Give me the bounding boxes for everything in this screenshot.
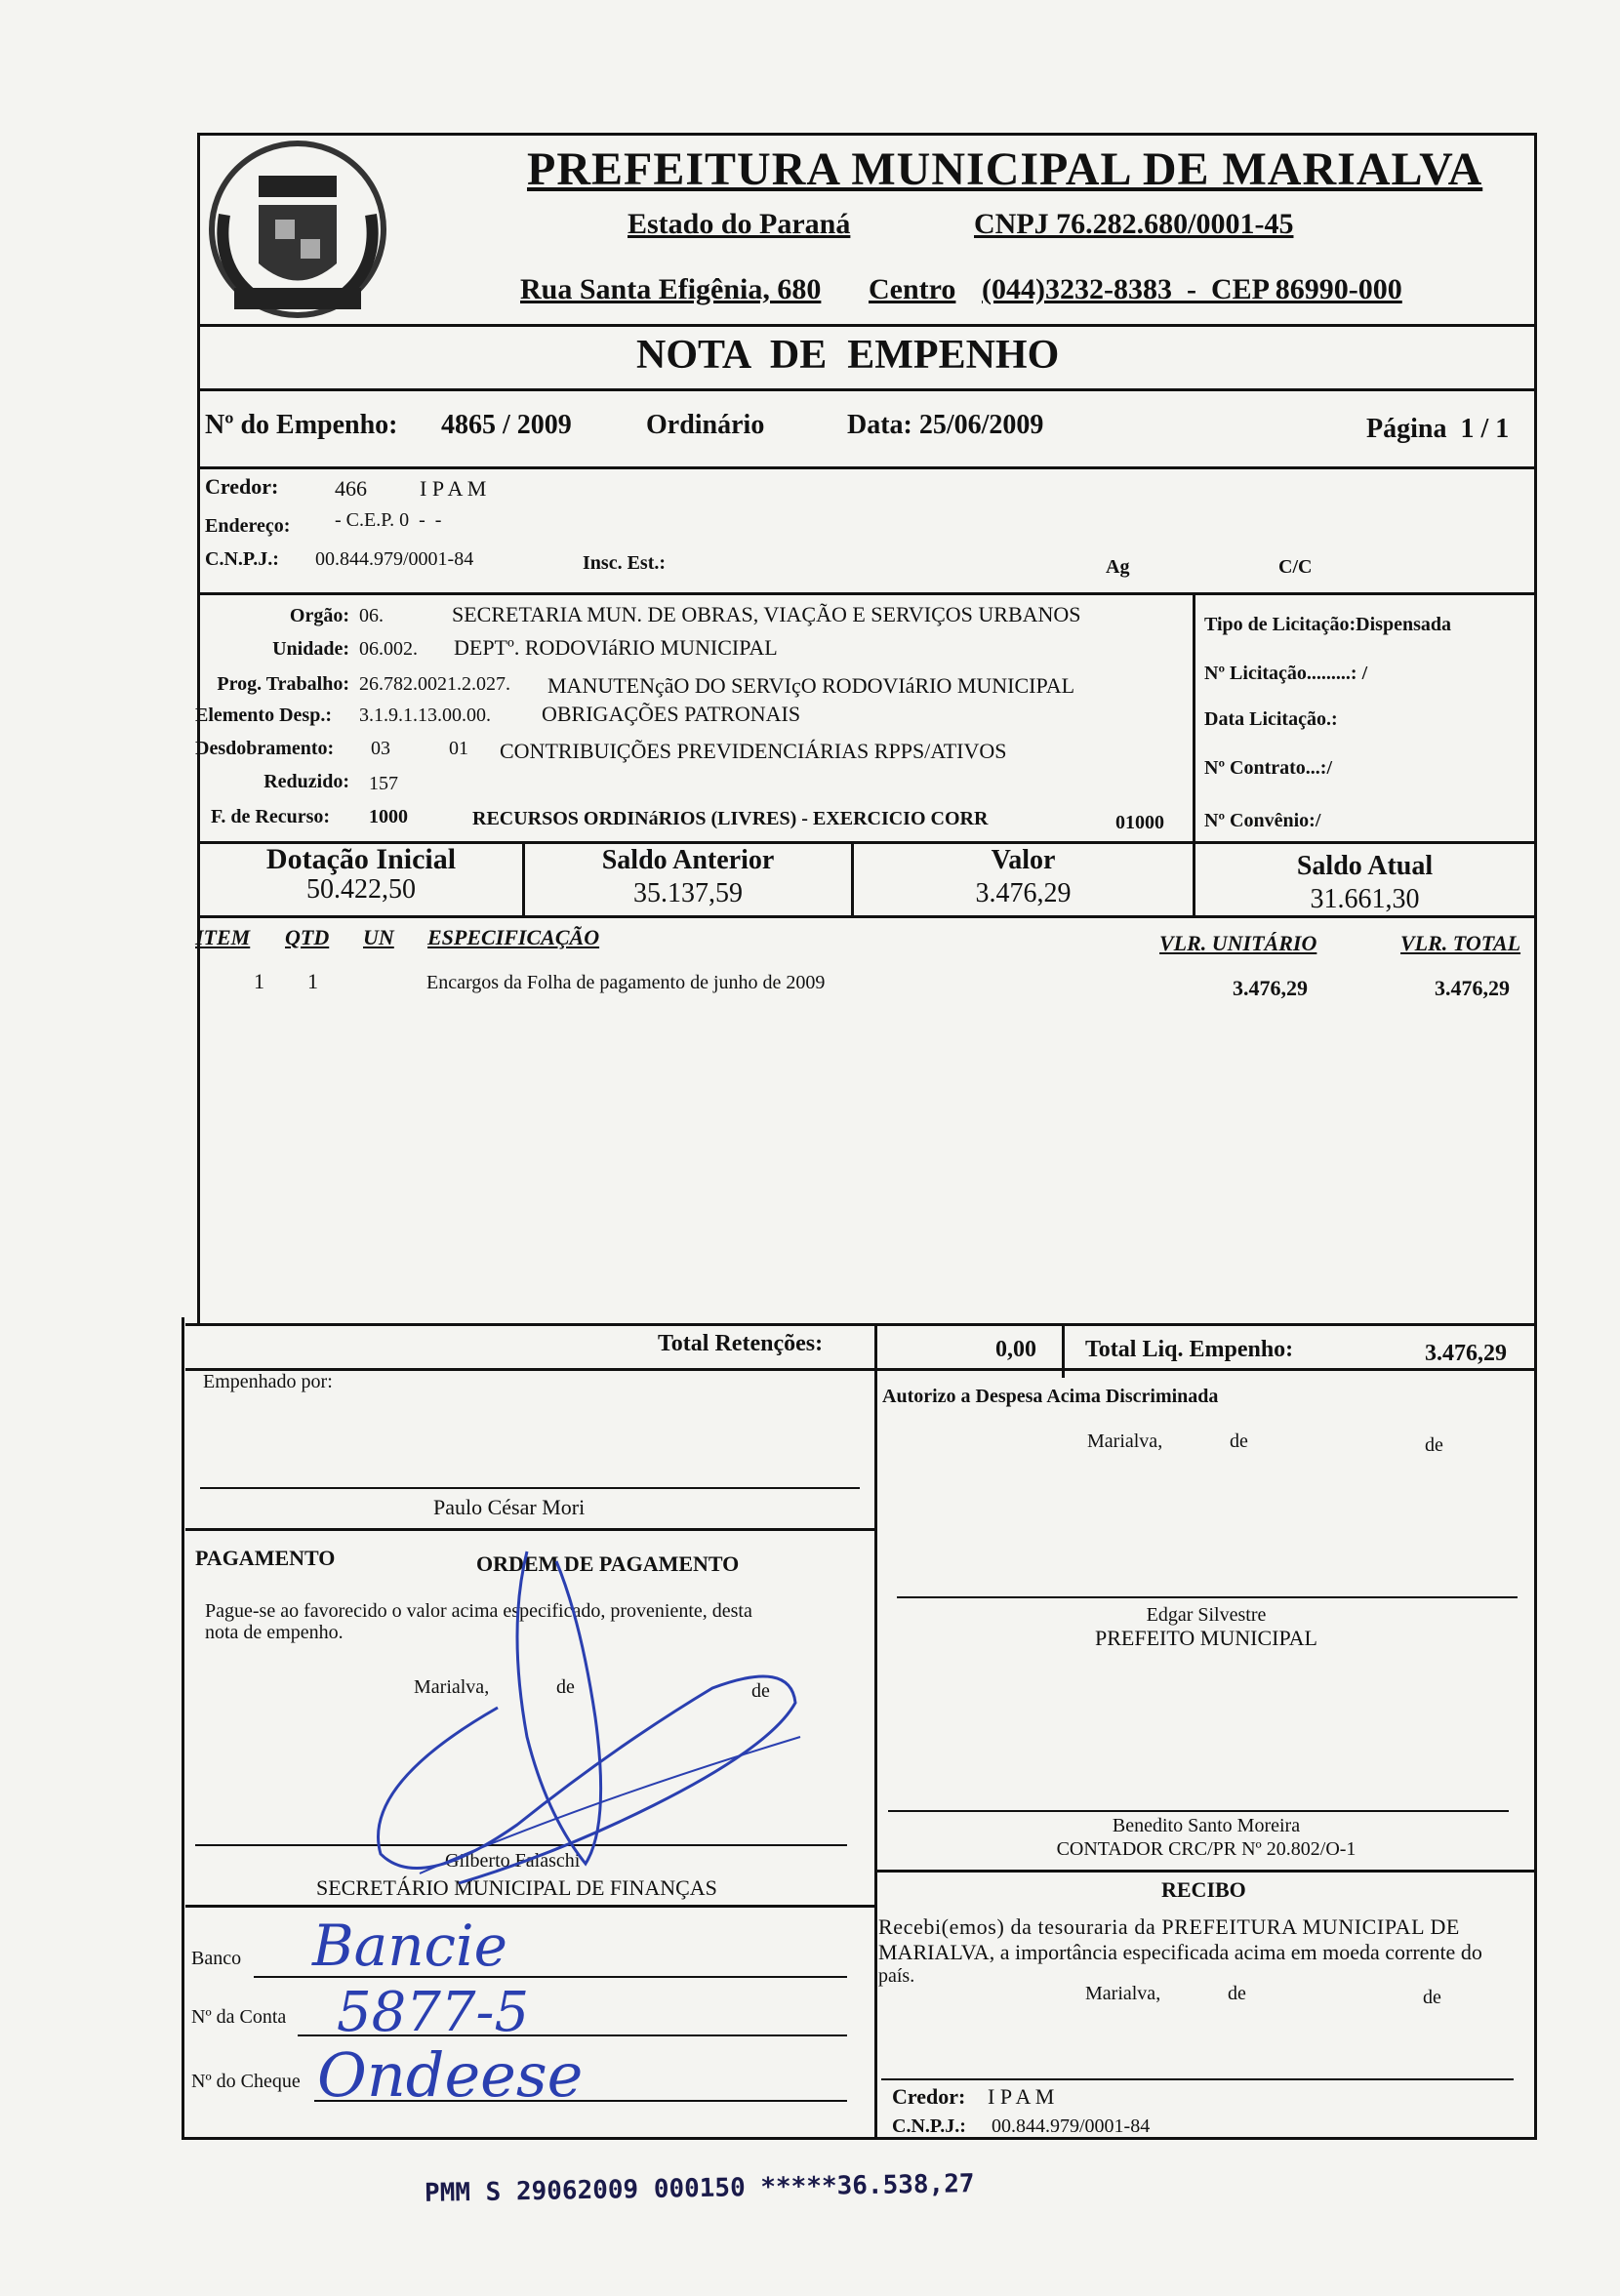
- convenio-numero: Nº Convênio:/: [1204, 810, 1321, 831]
- unidade-desc: DEPTº. RODOVIáRIO MUNICIPAL: [454, 635, 778, 660]
- dotacao-value: 50.422,50: [306, 874, 416, 905]
- licitacao-data: Data Licitação.:: [1204, 708, 1338, 730]
- retencoes-value: 0,00: [995, 1337, 1036, 1362]
- orgao-code: 06.: [359, 605, 384, 626]
- cc-label: C/C: [1278, 556, 1313, 578]
- saldo-anterior-value: 35.137,59: [633, 878, 743, 908]
- prefeitura-phone-cep: (044)3232-8383 - CEP 86990-000: [982, 273, 1402, 305]
- liquido-label: Total Liq. Empenho:: [1085, 1337, 1294, 1362]
- pagamento-label: PAGAMENTO: [195, 1546, 336, 1570]
- endereco-value: - C.E.P. 0 - -: [335, 509, 442, 531]
- recibo-texto-1: Recebi(emos) da tesouraria da PREFEITURA MUNICIPAL DE: [878, 1914, 1460, 1939]
- row-vlr-total: 3.476,29: [1435, 976, 1510, 1000]
- contrato-numero: Nº Contrato...:/: [1204, 757, 1333, 779]
- orgao-label: Orgão:: [289, 605, 349, 626]
- prefeitura-address: Rua Santa Efigênia, 680: [520, 273, 822, 305]
- saldo-atual-value: 31.661,30: [1310, 884, 1420, 914]
- prog-desc: MANUTENçãO DO SERVIçO RODOVIáRIO MUNICIPAL: [547, 673, 1075, 698]
- signature-scribble-icon: [361, 1542, 820, 1913]
- autorizo-label: Autorizo a Despesa Acima Discriminada: [882, 1386, 1219, 1407]
- col-qtd-header: QTD: [285, 925, 330, 949]
- col-vlr-unitario-header: VLR. UNITÁRIO: [1159, 931, 1317, 955]
- recibo-credor-nome: I P A M: [988, 2084, 1055, 2109]
- retencoes-label: Total Retenções:: [658, 1331, 824, 1356]
- prefeitura-district: Centro: [869, 273, 956, 305]
- credor-cnpj: 00.844.979/0001-84: [315, 548, 474, 570]
- liquido-value: 3.476,29: [1425, 1341, 1507, 1366]
- conta-valor: 5877-5: [337, 1981, 530, 2044]
- row-vlr-unitario: 3.476,29: [1233, 976, 1308, 1000]
- recurso-num: 01000: [1115, 812, 1164, 833]
- empenho-type: Ordinário: [646, 410, 765, 440]
- insc-est-label: Insc. Est.:: [583, 552, 667, 574]
- conta-label: Nº da Conta: [191, 2006, 287, 2028]
- saldo-anterior-label: Saldo Anterior: [601, 845, 775, 875]
- reduzido-label: Reduzido:: [263, 771, 349, 792]
- recurso-code: 1000: [369, 806, 408, 827]
- prefeito-cargo: PREFEITO MUNICIPAL: [1095, 1626, 1317, 1650]
- coat-of-arms-icon: [205, 137, 390, 322]
- unidade-code: 06.002.: [359, 638, 418, 660]
- recurso-label: F. de Recurso:: [211, 806, 331, 827]
- prefeitura-cnpj: CNPJ 76.282.680/0001-45: [974, 208, 1294, 240]
- recibo-texto-2: MARIALVA, a importância especificada acima em moeda corrente do: [878, 1940, 1482, 1964]
- dotacao-label: Dotação Inicial: [265, 843, 457, 875]
- recibo-label: RECIBO: [1161, 1877, 1246, 1902]
- ag-label: Ag: [1106, 556, 1130, 578]
- autorizo-cidade: Marialva,: [1087, 1430, 1163, 1452]
- cheque-valor: Ondeese: [317, 2039, 584, 2111]
- credor-name: I P A M: [420, 476, 487, 501]
- valor-label: Valor: [991, 845, 1056, 875]
- recibo-de-2: de: [1423, 1987, 1441, 2008]
- banco-valor: Bancie: [312, 1913, 507, 1979]
- orgao-desc: SECRETARIA MUN. DE OBRAS, VIAÇÃO E SERVIÇOS URBANOS: [452, 602, 1081, 626]
- empenho-date: Data: 25/06/2009: [847, 410, 1044, 440]
- empenho-label: Nº do Empenho:: [205, 410, 398, 440]
- desdobramento-b: 01: [449, 738, 468, 759]
- pagamento-texto-2: nota de empenho.: [205, 1622, 344, 1643]
- secretario-cargo: SECRETÁRIO MUNICIPAL DE FINANÇAS: [316, 1875, 717, 1900]
- cheque-label: Nº do Cheque: [191, 2071, 301, 2092]
- pagamento-cidade: Marialva,: [414, 1676, 490, 1698]
- desdobramento-a: 03: [371, 738, 390, 759]
- secretario-nome: Gilberto Falaschi: [445, 1850, 581, 1872]
- empenho-number: 4865 / 2009: [441, 410, 572, 440]
- prog-code: 26.782.0021.2.027.: [359, 673, 510, 695]
- empenhado-por-nome: Paulo César Mori: [433, 1495, 586, 1519]
- row-qtd: 1: [307, 969, 318, 993]
- prefeito-nome: Edgar Silvestre: [1146, 1604, 1267, 1626]
- contador-cargo: CONTADOR CRC/PR Nº 20.802/O-1: [1056, 1838, 1357, 1860]
- state-name: Estado do Paraná: [628, 208, 851, 240]
- elemento-code: 3.1.9.1.13.00.00.: [359, 705, 491, 726]
- licitacao-numero: Nº Licitação.........: /: [1204, 663, 1368, 684]
- credor-cnpj-label: C.N.P.J.:: [205, 548, 279, 570]
- col-item-header: ITEM: [195, 925, 251, 949]
- recurso-desc: RECURSOS ORDINáRIOS (LIVRES) - EXERCICIO CORR: [472, 808, 989, 829]
- recibo-cidade: Marialva,: [1085, 1983, 1161, 2004]
- pagamento-de-2: de: [751, 1680, 770, 1702]
- credor-code: 466: [335, 476, 367, 501]
- recibo-texto-3: país.: [878, 1965, 915, 1987]
- row-item: 1: [254, 969, 264, 993]
- elemento-label: Elemento Desp.:: [195, 705, 332, 726]
- recibo-de-1: de: [1228, 1983, 1246, 2004]
- pagamento-texto-1: Pague-se ao favorecido o valor acima especificado, proveniente, desta: [205, 1600, 752, 1622]
- licitacao-tipo: Tipo de Licitação:Dispensada: [1204, 614, 1451, 635]
- row-especificacao: Encargos da Folha de pagamento de junho de 2009: [426, 972, 826, 993]
- page-number: Página 1 / 1: [1366, 414, 1510, 444]
- autorizo-de-1: de: [1230, 1430, 1248, 1452]
- col-un-header: UN: [363, 925, 394, 949]
- elemento-desc: OBRIGAÇÕES PATRONAIS: [542, 702, 801, 726]
- saldo-atual-label: Saldo Atual: [1296, 851, 1434, 881]
- banco-label: Banco: [191, 1948, 242, 1969]
- unidade-label: Unidade:: [272, 638, 349, 660]
- col-especificacao-header: ESPECIFICAÇÃO: [427, 925, 600, 949]
- credor-label: Credor:: [205, 474, 279, 499]
- empenhado-por-label: Empenhado por:: [203, 1371, 333, 1392]
- prog-label: Prog. Trabalho:: [217, 673, 349, 695]
- autorizo-de-2: de: [1425, 1434, 1443, 1456]
- recibo-cnpj: 00.844.979/0001-84: [992, 2115, 1151, 2137]
- valor-value: 3.476,29: [975, 878, 1072, 908]
- bank-stamp: PMM S 29062009 000150 *****36.538,27: [424, 2169, 975, 2208]
- ordem-pagamento-label: ORDEM DE PAGAMENTO: [476, 1551, 740, 1576]
- endereco-label: Endereço:: [205, 515, 291, 537]
- recibo-cnpj-label: C.N.P.J.:: [892, 2115, 966, 2137]
- document-title: NOTA DE EMPENHO: [636, 333, 1060, 378]
- col-vlr-total-header: VLR. TOTAL: [1400, 931, 1521, 955]
- desdobramento-desc: CONTRIBUIÇÕES PREVIDENCIÁRIAS RPPS/ATIVOS: [500, 739, 1007, 763]
- reduzido-value: 157: [369, 773, 398, 794]
- prefeitura-title: PREFEITURA MUNICIPAL DE MARIALVA: [527, 143, 1483, 195]
- contador-nome: Benedito Santo Moreira: [1112, 1815, 1301, 1836]
- recibo-credor-label: Credor:: [892, 2084, 966, 2109]
- pagamento-de-1: de: [556, 1676, 575, 1698]
- desdobramento-label: Desdobramento:: [195, 738, 335, 759]
